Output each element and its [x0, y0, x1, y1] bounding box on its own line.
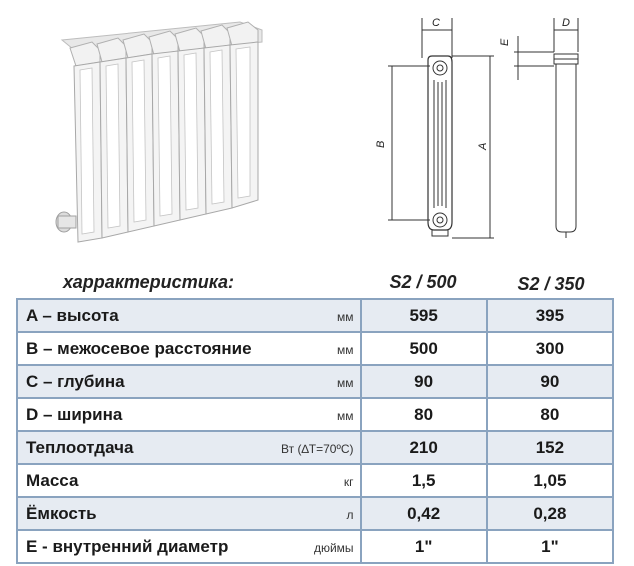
- value-s2-350: 1,05: [487, 464, 613, 497]
- row-name: C – глубина: [26, 372, 125, 391]
- product-illustration: [0, 0, 634, 262]
- row-name: E - внутренний диаметр: [26, 537, 229, 556]
- radiator-image: [56, 22, 262, 242]
- table-row: [17, 497, 613, 530]
- row-unit: дюймы: [313, 541, 354, 555]
- value-s2-500: 1,5: [361, 464, 487, 497]
- table-header: [0, 268, 634, 298]
- table-row: [17, 365, 613, 398]
- row-unit: Вт (∆T=70ºC): [281, 442, 354, 456]
- spec-title: харрактеристика:: [63, 272, 235, 292]
- value-s2-500: 0,42: [361, 497, 487, 530]
- dim-label-e: E: [499, 38, 511, 46]
- row-unit: л: [346, 508, 354, 522]
- dim-label-c: C: [432, 17, 440, 29]
- row-unit: мм: [337, 409, 354, 423]
- table-row: [17, 332, 613, 365]
- table-row: [17, 464, 613, 497]
- row-name: D – ширина: [26, 405, 123, 424]
- table-row: [17, 530, 613, 563]
- value-s2-500: 90: [361, 365, 487, 398]
- spec-table: [16, 298, 614, 564]
- row-name: A – высота: [26, 306, 119, 325]
- model-header-s2-350: S2 / 350: [517, 274, 585, 294]
- value-s2-350: 90: [487, 365, 613, 398]
- table-row: [17, 299, 613, 332]
- dim-label-d: D: [562, 17, 570, 29]
- value-s2-500: 1": [361, 530, 487, 563]
- front-view-drawing: [514, 18, 578, 238]
- value-s2-500: 500: [361, 332, 487, 365]
- model-header-s2-500: S2 / 500: [389, 272, 457, 292]
- dim-label-b: B: [375, 140, 387, 148]
- side-view-drawing: [388, 18, 494, 238]
- row-name: Масса: [26, 471, 79, 490]
- row-unit: мм: [337, 376, 354, 390]
- row-unit: мм: [337, 343, 354, 357]
- row-unit: мм: [337, 310, 354, 324]
- value-s2-350: 395: [487, 299, 613, 332]
- dim-label-a: A: [477, 142, 489, 150]
- value-s2-500: 80: [361, 398, 487, 431]
- table-row: [17, 431, 613, 464]
- value-s2-350: 1": [487, 530, 613, 563]
- row-name: Ёмкость: [26, 504, 97, 523]
- value-s2-500: 595: [361, 299, 487, 332]
- value-s2-350: 0,28: [487, 497, 613, 530]
- value-s2-350: 300: [487, 332, 613, 365]
- table-row: [17, 398, 613, 431]
- value-s2-350: 152: [487, 431, 613, 464]
- row-unit: кг: [343, 475, 354, 489]
- value-s2-350: 80: [487, 398, 613, 431]
- value-s2-500: 210: [361, 431, 487, 464]
- row-name: B – межосевое расстояние: [26, 339, 252, 358]
- row-name: Теплоотдача: [26, 438, 134, 457]
